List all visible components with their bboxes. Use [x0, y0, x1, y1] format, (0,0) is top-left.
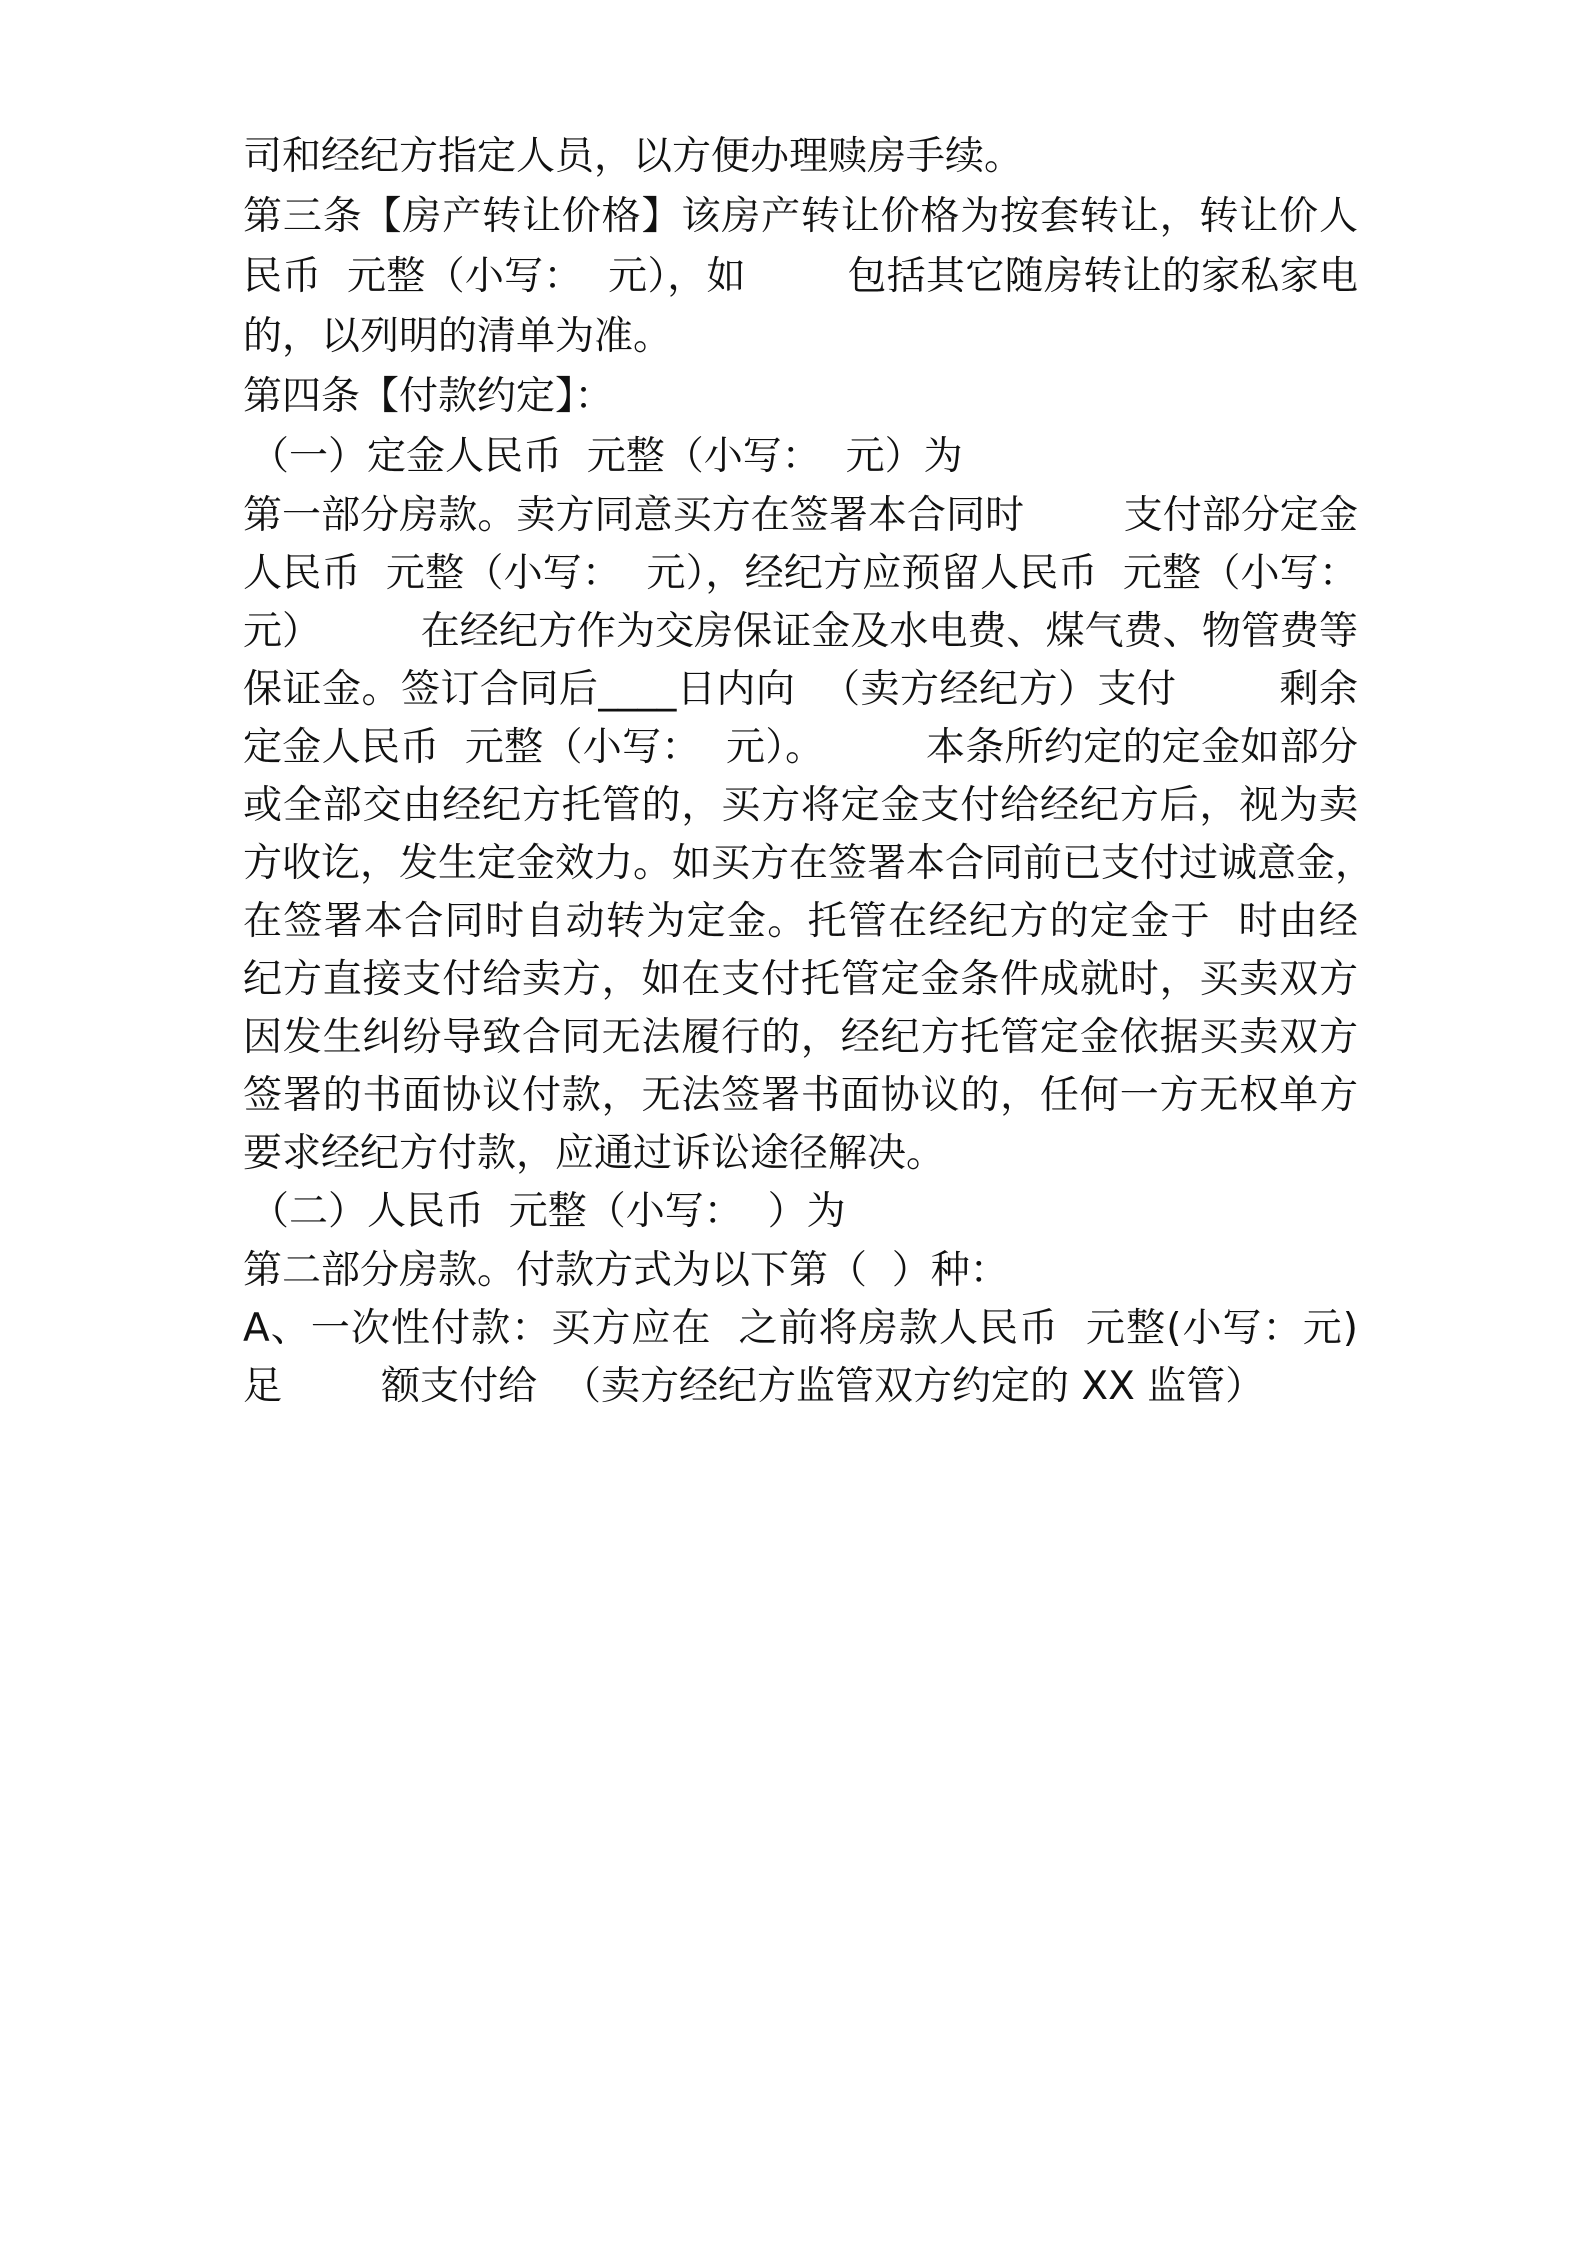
text-line-7: 第一部分房款。卖方同意买方在签署本合同时 支付部分定金	[243, 493, 1358, 538]
text-line-5: 第四条【付款约定】：	[243, 374, 614, 419]
text-line-8: 人民币 元整（小写： 元），经纪方应预留人民币 元整（小写：	[243, 551, 1358, 596]
text-line-6: （一）定金人民币 元整（小写： 元）为	[250, 434, 963, 479]
text-line-15: 纪方直接支付给卖方，如在支付托管定金条件成就时，买卖双方	[243, 957, 1358, 1002]
text-line-4: 的，以列明的清单为准。	[243, 314, 673, 359]
text-line-11: 定金人民币 元整（小写： 元）。 本条所约定的定金如部分	[243, 725, 1358, 770]
text-line-1: 司和经纪方指定人员，以方便办理赎房手续。	[243, 134, 1024, 179]
text-line-13: 方收讫，发生定金效力。如买方在签署本合同前已支付过诚意金，	[243, 841, 1375, 886]
text-line-20: 第二部分房款。付款方式为以下第（ ）种：	[243, 1248, 1009, 1293]
text-line-12: 或全部交由经纪方托管的，买方将定金支付给经纪方后，视为卖	[243, 783, 1358, 828]
text-line-22: 足 额支付给 （卖方经纪方监管双方约定的 XX 监管）	[243, 1364, 1265, 1409]
text-line-17: 签署的书面协议付款，无法签署书面协议的，任何一方无权单方	[243, 1073, 1358, 1118]
text-line-18: 要求经纪方付款，应通过诉讼途径解决。	[243, 1131, 946, 1176]
text-line-14: 在签署本合同时自动转为定金。托管在经纪方的定金于 时由经	[243, 899, 1358, 944]
text-line-21: A、一次性付款：买方应在 之前将房款人民币 元整(小写：元)	[243, 1306, 1358, 1351]
text-line-3: 民币 元整（小写： 元），如 包括其它随房转让的家私家电	[243, 254, 1358, 299]
text-line-9: 元） 在经纪方作为交房保证金及水电费、煤气费、物管费等	[243, 609, 1358, 654]
text-line-16: 因发生纠纷导致合同无法履行的，经纪方托管定金依据买卖双方	[243, 1015, 1358, 1060]
text-line-2: 第三条【房产转让价格】该房产转让价格为按套转让，转让价人	[243, 194, 1358, 239]
text-line-10: 保证金。签订合同后____日内向 （卖方经纪方）支付 剩余	[243, 667, 1358, 712]
text-line-19: （二）人民币 元整（小写： ）为	[250, 1189, 846, 1234]
